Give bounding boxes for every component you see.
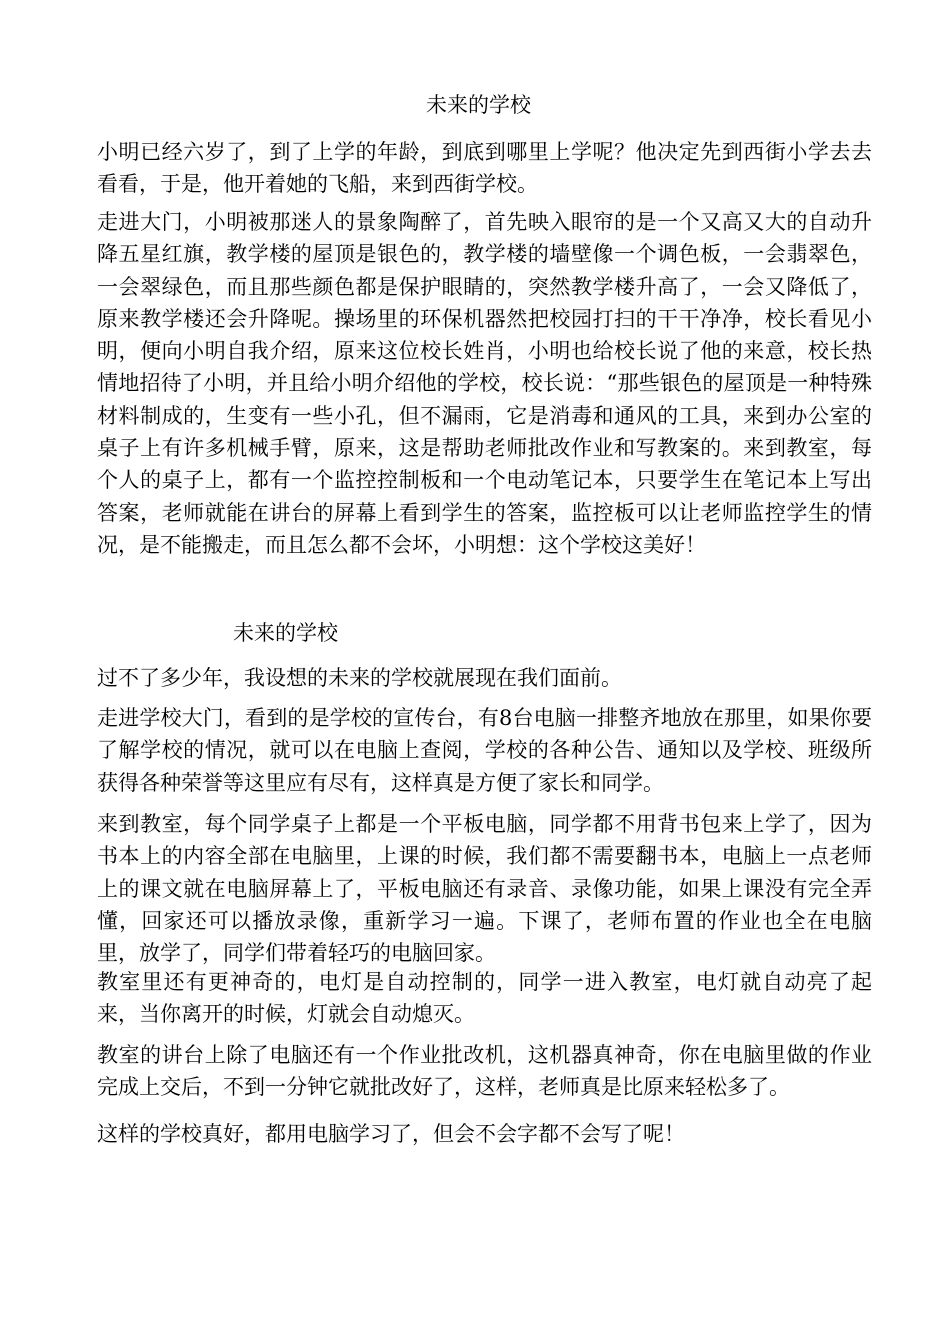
essay-2-paragraph-6: 这样的学校真好，都用电脑学习了，但会不会字都不会写了呢！ [97, 1122, 685, 1146]
essay-1-paragraph-2: 走进大门，小明被那迷人的景象陶醉了，首先映入眼帘的是一个又高又大的自动升降五星红旗，教学楼的屋顶是银色的，教学楼的墙壁像一个调色板，一会翡翠色，一会翠绿色，而且那些颜色都是保护眼睛的，突然教学楼升高了，一会又降低了，原来教学楼还会升降呢。操场里的环保机器然把校园打扫的干干净净，校长看见小明，便向小明自我介绍，原来这位校长姓肖，小明也给校长说了他的来意，校长热情地招待了小明，并且给小明介绍他的学校，校长说：“那些银色的屋顶是一种特殊材料制成的，生变有一些小孔，但不漏雨，它是消毒和通风的工具，来到办公室的桌子上有许多机械手臂，原来，这是帮助老师批改作业和写教案的。来到教室，每个人的桌子上，都有一个监控控制板和一个电动笔记本，只要学生在笔记本上写出答案，老师就能在讲台的屏幕上看到学生的答案，监控板可以让老师监控学生的情况，是不能搬走，而且怎么都不会坏，小明想：这个学校这美好！ [97, 210, 872, 557]
essay-1-paragraph-1: 小明已经六岁了，到了上学的年龄，到底到哪里上学呢？他决定先到西街小学去去看看，于是，他开着她的飞船，来到西街学校。 [97, 140, 872, 197]
essay-2-paragraph-1: 过不了多少年，我设想的未来的学校就展现在我们面前。 [97, 666, 622, 690]
essay-2-paragraph-2: 走进学校大门，看到的是学校的宣传台，有8台电脑一排整齐地放在那里，如果你要了解学校的情况，就可以在电脑上查阅，学校的各种公告、通知以及学校、班级所获得各种荣誉等这里应有尽有，这样真是方便了家长和同学。 [97, 706, 872, 795]
essay-2-paragraph-4: 教室里还有更神奇的，电灯是自动控制的，同学一进入教室，电灯就自动亮了起来，当你离开的时候，灯就会自动熄灭。 [97, 970, 872, 1027]
essay-2-paragraph-5: 教室的讲台上除了电脑还有一个作业批改机，这机器真神奇，你在电脑里做的作业完成上交后，不到一分钟它就批改好了，这样，老师真是比原来轻松多了。 [97, 1043, 872, 1100]
essay-2-paragraph-3: 来到教室，每个同学桌子上都是一个平板电脑，同学都不用背书包来上学了，因为书本上的内容全部在电脑里，上课的时候，我们都不需要翻书本，电脑上一点老师上的课文就在电脑屏幕上了，平板电脑还有录音、录像功能，如果上课没有完全弄懂，回家还可以播放录像，重新学习一遍。下课了，老师布置的作业也全在电脑里，放学了，同学们带着轻巧的电脑回家。 [97, 812, 872, 966]
essay-2-title: 未来的学校 [233, 621, 338, 645]
essay-1-title: 未来的学校 [426, 93, 531, 117]
